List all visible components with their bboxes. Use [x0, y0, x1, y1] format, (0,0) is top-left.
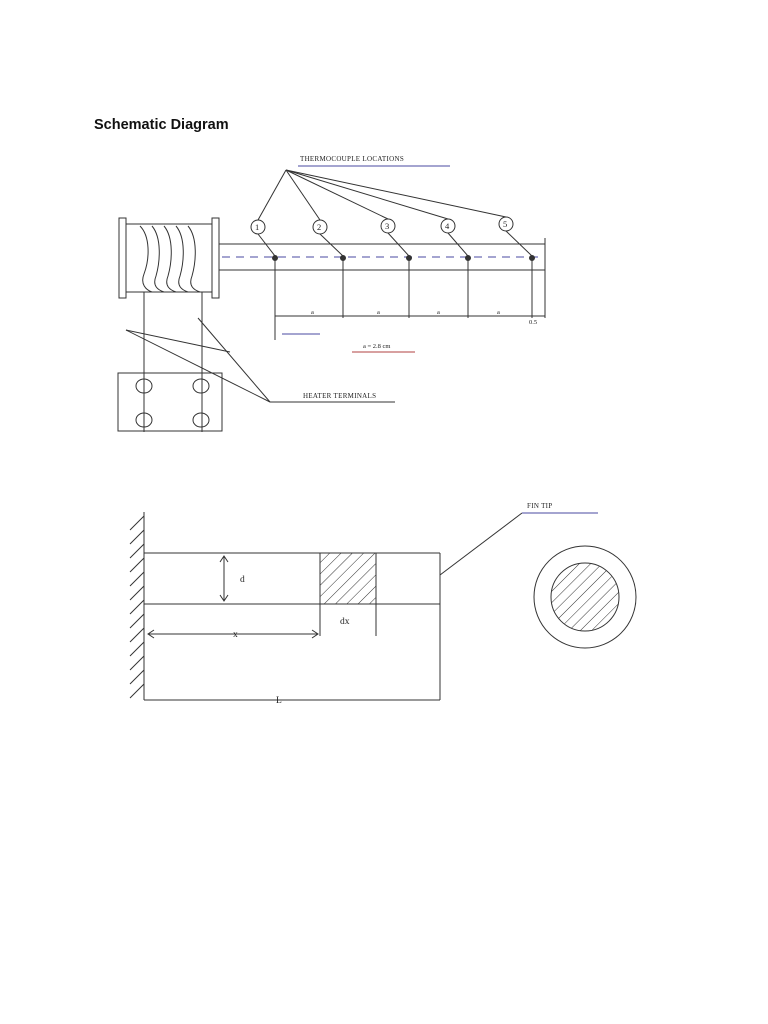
- cross-section-inner: [551, 563, 619, 631]
- element-dx: [320, 553, 376, 604]
- length-label: L: [276, 696, 282, 706]
- terminal-4: [193, 413, 209, 427]
- tc-label-1: 1: [255, 222, 260, 232]
- fin-tip-leader: [440, 513, 522, 575]
- terminal-2: [193, 379, 209, 393]
- heater-right-flange: [212, 218, 219, 298]
- spacing-label-a-3: a: [437, 309, 440, 316]
- diameter-label: d: [240, 575, 245, 585]
- tc-label-4: 4: [445, 221, 450, 231]
- heater-coil: [140, 226, 200, 292]
- tc-label-5: 5: [503, 219, 508, 229]
- dx-label: dx: [340, 617, 350, 627]
- tc-label-2: 2: [317, 222, 322, 232]
- thermocouple-leader-lines: [258, 170, 506, 220]
- thermocouple-locations-label: THERMOCOUPLE LOCATIONS: [300, 155, 405, 163]
- terminal-block: [118, 373, 222, 431]
- thermocouple-points: [273, 256, 535, 261]
- spacing-label-a-2: a: [377, 309, 380, 316]
- wall-hatching: [130, 516, 144, 698]
- spacing-label-a-1: a: [311, 309, 314, 316]
- x-label: x: [233, 630, 238, 640]
- spacing-note: a = 2.8 cm: [363, 343, 391, 350]
- end-offset-label: 0.5: [529, 319, 538, 326]
- heater-terminals-label: HEATER TERMINALS: [303, 392, 377, 400]
- spacing-label-a-4: a: [497, 309, 500, 316]
- tc-label-3: 3: [385, 221, 390, 231]
- heater-left-flange: [119, 218, 126, 298]
- figure-2-fin-element: [130, 512, 636, 700]
- page-title: Schematic Diagram: [94, 117, 229, 133]
- fin-tip-label: FIN TIP: [527, 502, 553, 510]
